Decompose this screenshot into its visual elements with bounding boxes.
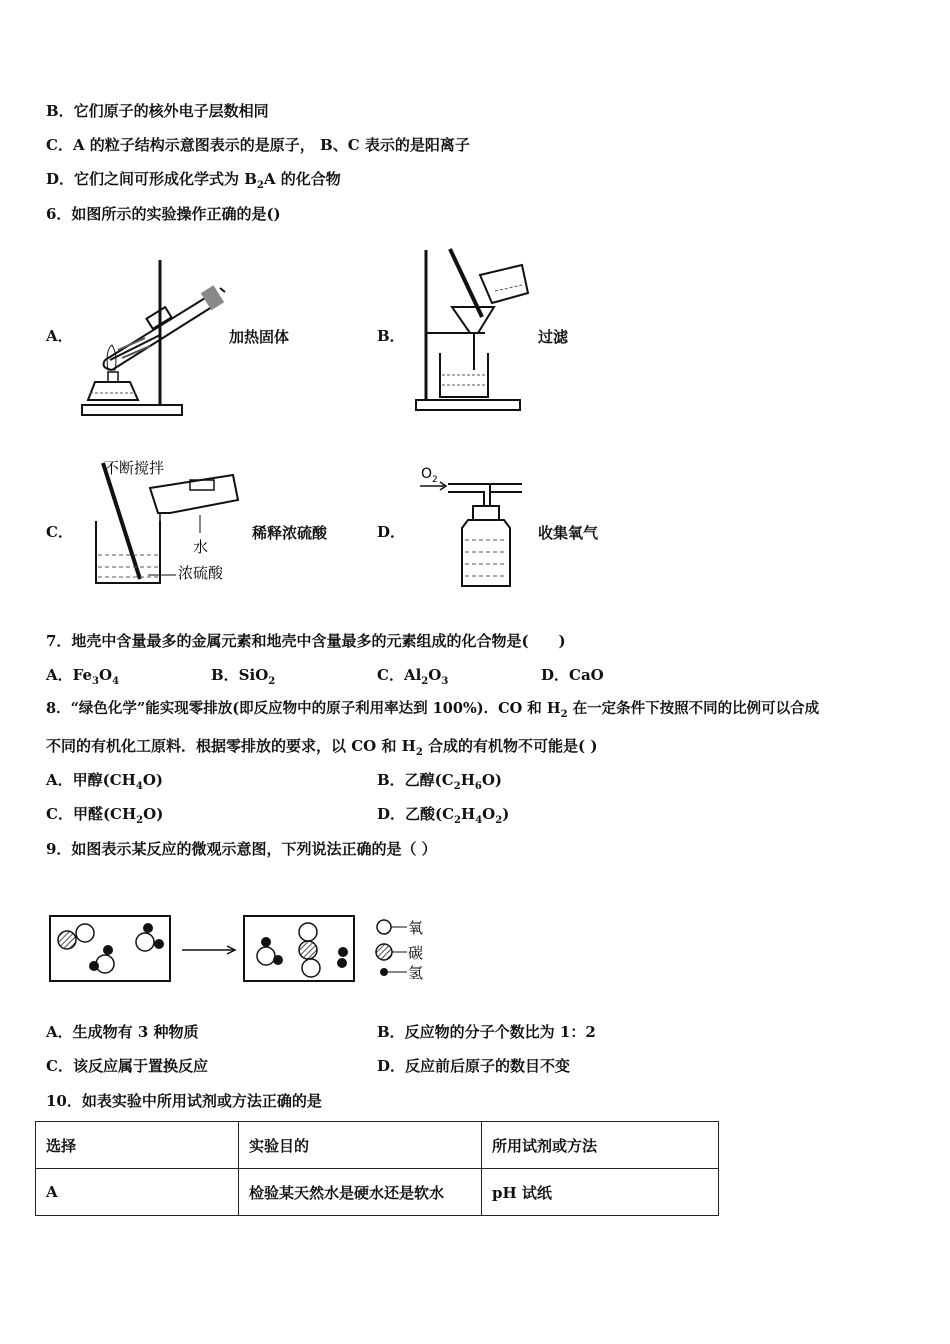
q8-option-a: A．甲醇$(CH_4O)$ <box>46 771 163 792</box>
table-header-cell: 所用试剂或方法 <box>482 1122 719 1169</box>
q6-option-c-caption: 稀释浓硫酸 <box>252 524 328 542</box>
acid-label: 浓硫酸 <box>178 564 224 582</box>
hydrogen-atom <box>103 945 113 955</box>
q7-option-b: B．SiO$_2$ <box>211 666 276 687</box>
table-header-cell: 实验目的 <box>239 1122 482 1169</box>
q8-option-d: D．乙酸$(C_2H_4O_2)$ <box>377 805 510 826</box>
carbon-atom <box>58 931 76 949</box>
hydrogen-atom <box>89 961 99 971</box>
q10-stem: 10．如表实验中所用试剂或方法正确的是 <box>46 1092 322 1110</box>
collect-oxygen-figure <box>418 462 528 592</box>
table-cell: A <box>36 1169 239 1216</box>
legend-carbon-label: 碳 <box>408 944 424 962</box>
q7-stem: 7．地壳中含量最多的金属元素和地壳中含量最多的元素组成的化合物是( ) <box>46 632 566 650</box>
q7-option-a: A．$Fe_3O_4$ <box>46 666 120 687</box>
q6-option-d-letter: D． <box>377 523 406 541</box>
q6-option-d-caption: 收集氧气 <box>538 524 599 542</box>
q9-stem: 9．如图表示某反应的微观示意图，下列说法正确的是（ ） <box>46 840 437 858</box>
hydrogen-atom <box>337 958 347 968</box>
water-label: 水 <box>193 538 209 556</box>
q9-option-c: C．该反应属于置换反应 <box>46 1057 208 1075</box>
hydrogen-atom <box>273 955 283 965</box>
oxygen-atom <box>302 959 320 977</box>
q6-option-c-letter: C． <box>46 523 73 541</box>
q6-option-a-caption: 加热固体 <box>229 328 290 346</box>
q5-option-d: D．它们之间可形成化学式为 $B_2A$ 的化合物 <box>46 170 341 191</box>
q9-option-d: D．反应前后原子的数目不变 <box>377 1057 571 1075</box>
oxygen-atom <box>76 924 94 942</box>
oxygen-atom <box>299 923 317 941</box>
q9-option-b: B．反应物的分子个数比为 1：2 <box>377 1023 596 1041</box>
stir-label: 不断搅拌 <box>104 459 165 477</box>
hydrogen-atom <box>143 923 153 933</box>
q6-stem: 6．如图所示的实验操作正确的是() <box>46 205 281 223</box>
legend-hydrogen-icon <box>380 968 388 976</box>
table-header-row <box>36 1122 719 1169</box>
q9-option-a: A．生成物有 3 种物质 <box>46 1023 199 1041</box>
q5-option-b: B．它们原子的核外电子层数相同 <box>46 102 269 120</box>
q6-option-b-caption: 过滤 <box>538 328 569 346</box>
q6-option-a-letter: A． <box>46 327 73 345</box>
oxygen-atom <box>96 955 114 973</box>
table-cell: 检验某天然水是硬水还是软水 <box>239 1169 482 1216</box>
carbon-atom <box>299 941 317 959</box>
q7-option-c: C．$Al_2O_3$ <box>377 666 449 687</box>
q8-stem-line1: 8．“绿色化学”能实现零排放(即反应物中的原子利用率达到 100%)．CO 和 $H_2$ 在一定条件下按照不同的比例可以合成 <box>46 700 820 720</box>
oxygen-atom <box>136 933 154 951</box>
legend-oxygen-label: 氧 <box>408 919 424 937</box>
legend-oxygen-icon <box>377 920 391 934</box>
legend-carbon-icon <box>376 944 392 960</box>
hydrogen-atom <box>154 939 164 949</box>
oxygen-atom <box>257 947 275 965</box>
legend-hydrogen-label: 氢 <box>408 964 424 982</box>
q8-option-c: C．甲醛$(CH_2O)$ <box>46 805 164 826</box>
dilute-acid-figure <box>88 455 248 590</box>
q8-stem-line2: 不同的有机化工原料．根据零排放的要求，以 CO 和 $H_2$ 合成的有机物不可能是( ) <box>46 737 598 758</box>
q6-option-b-letter: B． <box>377 327 405 345</box>
filtration-figure <box>410 245 545 415</box>
q7-option-d: D．CaO <box>541 666 604 684</box>
gas-label-sub: 2 <box>432 475 438 485</box>
q8-option-b: B．乙醇$(C_2H_6O)$ <box>377 771 503 792</box>
table-cell: pH 试纸 <box>482 1169 719 1216</box>
table-row <box>36 1169 719 1216</box>
reaction-diagram <box>45 910 445 990</box>
hydrogen-atom <box>261 937 271 947</box>
hydrogen-atom <box>338 947 348 957</box>
q10-table <box>35 1121 719 1216</box>
table-header-cell: 选择 <box>36 1122 239 1169</box>
gas-label: O <box>421 466 433 482</box>
heating-solid-figure <box>70 250 230 420</box>
q5-option-c: C．A 的粒子结构示意图表示的是原子， B、C 表示的是阳离子 <box>46 136 470 154</box>
